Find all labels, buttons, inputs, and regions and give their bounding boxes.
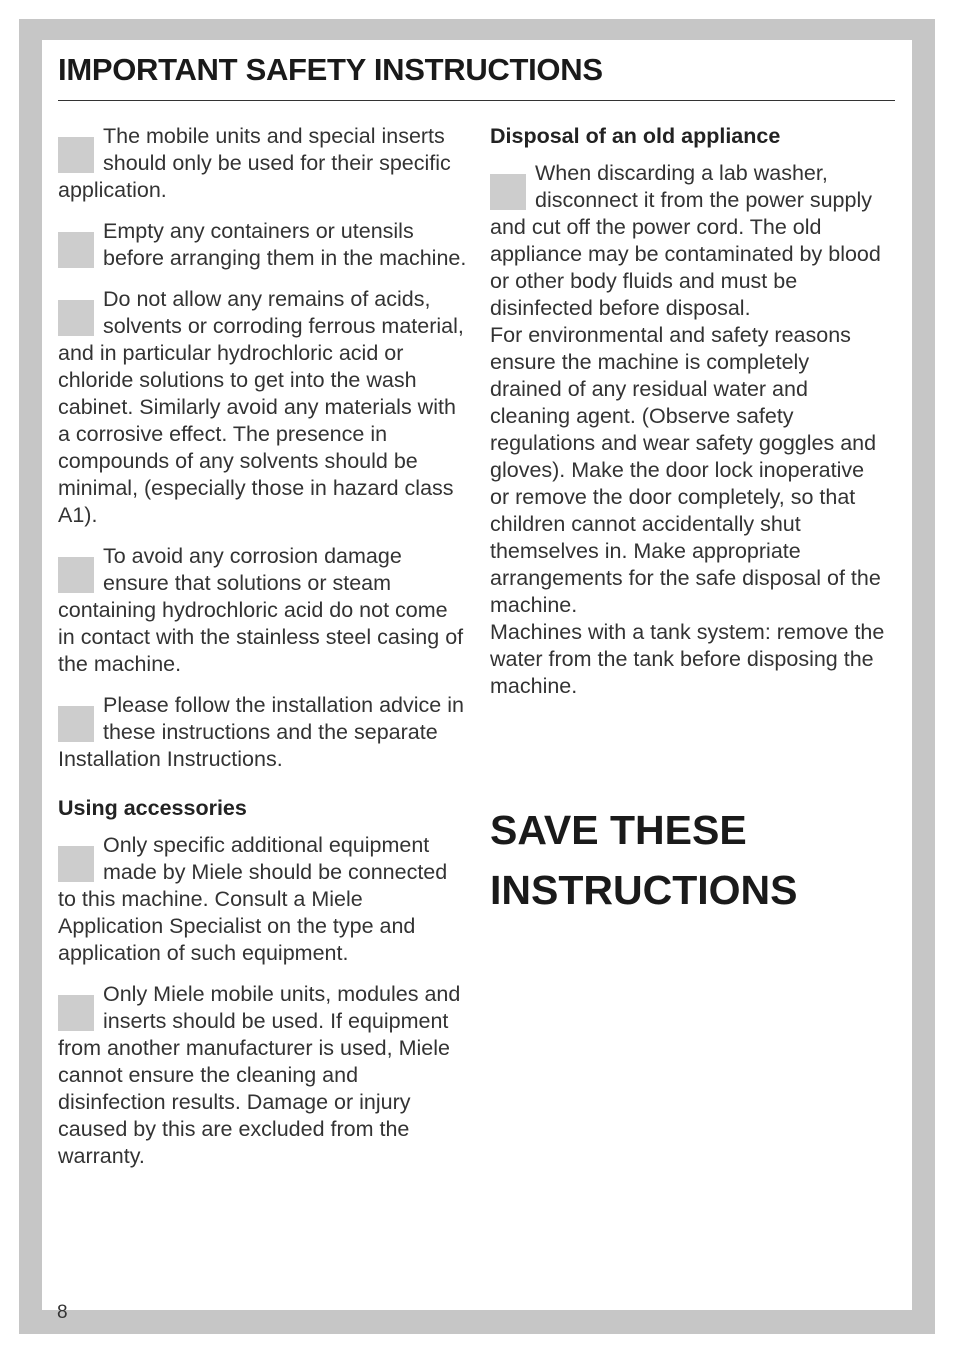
save-instructions-heading: [490, 800, 890, 920]
accessories-item: Only specific additional equipment made by Miele should be connected to this machine. Consult a Miele Application Specialist on the type and application of such equipment.: [58, 833, 448, 965]
safety-item: Empty any containers or utensils before arranging them in the machine.: [58, 218, 468, 272]
left-column: [58, 123, 468, 1184]
disposal-paragraph: For environmental and safety reasons ensure the machine is completely drained of any residual water and cleaning agent. (Observe safety regulations and wear safety goggles and gloves). Make the door lock inoperative or remove the door completely, so that children cannot accidentally shut themselves in. Make appropriate arrangements for the safe disposal of the machine.: [490, 323, 881, 617]
bullet-square-icon: [58, 995, 94, 1031]
section-heading-accessories: Using accessories: [58, 796, 247, 820]
disposal-item: When discarding a lab washer, disconnect it from the power supply and cut off the power cord. The old appliance may be contaminated by blood or other body fluids and must be disinfected before disposal.: [490, 161, 881, 320]
page-title: IMPORTANT SAFETY INSTRUCTIONS: [58, 52, 603, 87]
title-divider: [58, 100, 895, 101]
page-number: 8: [57, 1302, 68, 1323]
save-heading-line: SAVE THESE: [490, 807, 747, 853]
safety-item: The mobile units and special inserts should only be used for their specific application.: [58, 124, 451, 202]
bullet-square-icon: [58, 137, 94, 173]
bullet-square-icon: [58, 846, 94, 882]
bullet-square-icon: [58, 232, 94, 268]
bullet-square-icon: [490, 174, 526, 210]
section-heading-disposal: Disposal of an old appliance: [490, 124, 781, 148]
bullet-square-icon: [58, 557, 94, 593]
bullet-square-icon: [58, 300, 94, 336]
bullet-square-icon: [58, 706, 94, 742]
safety-item: To avoid any corrosion damage ensure that solutions or steam containing hydrochloric acid do not come in contact with the stainless steel casing of the machine.: [58, 544, 464, 676]
save-heading-line: INSTRUCTIONS: [490, 867, 798, 913]
accessories-item: Only Miele mobile units, modules and inserts should be used. If equipment from another manufacturer is used, Miele cannot ensure the cleaning and disinfection results. Damage or injury caused by this are excluded from the warranty.: [58, 982, 461, 1168]
safety-item: Please follow the installation advice in these instructions and the separate Installation Instructions.: [58, 693, 464, 771]
right-column: [490, 123, 885, 700]
disposal-paragraph: Machines with a tank system: remove the water from the tank before disposing the machine.: [490, 620, 885, 698]
safety-item: Do not allow any remains of acids, solvents or corroding ferrous material, and in particular hydrochloric acid or chloride solutions to get into the wash cabinet. Similarly avoid any materials with a corrosive effect. The presence in compounds of any solvents should be minimal, (especially those in hazard class A1).: [58, 287, 464, 527]
